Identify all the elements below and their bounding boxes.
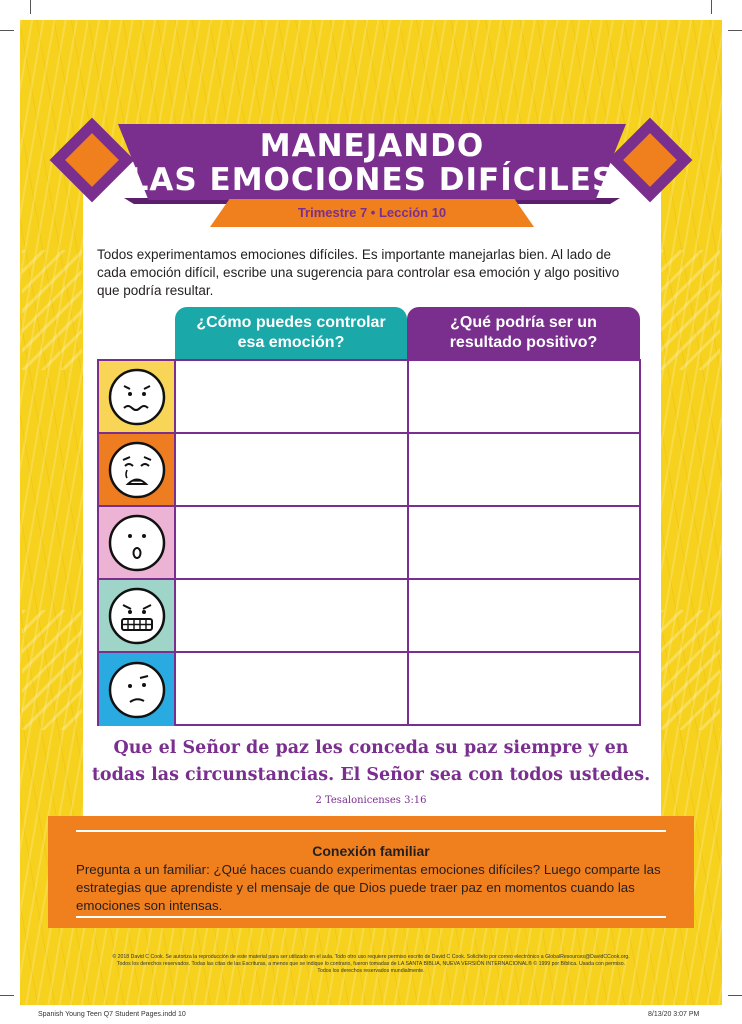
divider: [76, 830, 666, 832]
side-pattern-decoration: [660, 610, 720, 730]
page-title-line2: LAS EMOCIONES DIFÍCILES: [128, 162, 616, 198]
table-row: [99, 361, 639, 434]
side-pattern-decoration: [22, 610, 82, 730]
crop-mark: [0, 995, 14, 996]
table-row: [99, 434, 639, 507]
control-answer-cell[interactable]: [176, 653, 409, 726]
crop-mark: [728, 30, 742, 31]
table-row: [99, 580, 639, 653]
copyright-line: Todos los derechos reservados. Todas las citas de las Escrituras, a menos que se indique lo contrario, fueron tomadas de LA SANTA BIBLIA, NUEVA VERSIÓN INTERNACIONAL® © 1999 por Bíblica. Usada con permiso.: [116, 961, 626, 967]
table-row: [99, 653, 639, 726]
positive-answer-cell[interactable]: [409, 580, 639, 651]
positive-answer-cell[interactable]: [409, 653, 639, 726]
crying-face-icon: [106, 439, 168, 501]
positive-answer-cell[interactable]: [409, 361, 639, 432]
family-connection-text: Pregunta a un familiar: ¿Qué haces cuando experimentas emociones difíciles? Luego comparte las estrategias que aprendiste y el mensaje de que Dios puede traer paz en momentos cuando las emociones son intensas.: [76, 862, 661, 913]
side-pattern-decoration: [660, 250, 720, 370]
control-answer-cell[interactable]: [176, 361, 409, 432]
face-cell: [99, 580, 176, 651]
intro-text: Todos experimentamos emociones difíciles. Es importante manejarlas bien. Al lado de cada emoción difícil, escribe una sugerencia para controlar esa emoción y algo positivo que podría resultar.: [97, 247, 620, 298]
control-answer-cell[interactable]: [176, 507, 409, 578]
family-connection-box: [48, 816, 694, 928]
face-cell: [99, 434, 176, 505]
control-answer-cell[interactable]: [176, 434, 409, 505]
positive-answer-cell[interactable]: [409, 507, 639, 578]
crop-mark: [0, 30, 14, 31]
grimacing-face-icon: [106, 585, 168, 647]
copyright-line: © 2018 David C Cook. Se autoriza la reproducción de este material para ser utilizado en el aula. Todo otro uso requiere permiso escrito de David C Cook. Solicítelo por correo electrónico a GlobalResources@DavidCCook.org.: [112, 954, 630, 960]
crop-mark: [30, 0, 31, 14]
lesson-label: Trimestre 7 • Lección 10: [297, 205, 447, 220]
copyright-line: Todos los derechos reservados mundialmente.: [317, 968, 425, 974]
face-cell: [99, 653, 176, 726]
table-row: [99, 507, 639, 580]
crop-mark: [728, 995, 742, 996]
column-header-positive: ¿Qué podría ser un resultado positivo?: [407, 307, 640, 359]
emotion-table: [97, 359, 641, 726]
frowning-face-icon: [106, 659, 168, 721]
face-cell: [99, 361, 176, 432]
bible-verse: Que el Señor de paz les conceda su paz siempre y en todas las circunstancias. El Señor sea con todos ustedes.: [91, 738, 651, 785]
control-answer-cell[interactable]: [176, 580, 409, 651]
divider: [76, 916, 666, 918]
face-cell: [99, 507, 176, 578]
side-pattern-decoration: [22, 250, 82, 370]
print-slug-date: 8/13/20 3:07 PM: [648, 1011, 700, 1018]
family-connection-title: Conexión familiar: [312, 843, 430, 859]
column-header-control: ¿Cómo puedes controlar esa emoción?: [175, 307, 407, 359]
page-title-line1: MANEJANDO: [259, 128, 485, 164]
worried-face-icon: [106, 366, 168, 428]
crop-mark: [711, 0, 712, 14]
print-slug-file: Spanish Young Teen Q7 Student Pages.indd 10: [38, 1011, 186, 1018]
surprised-face-icon: [106, 512, 168, 574]
positive-answer-cell[interactable]: [409, 434, 639, 505]
copyright-notice: [50, 954, 692, 975]
verse-reference: 2 Tesalonicenses 3:16: [315, 795, 427, 806]
